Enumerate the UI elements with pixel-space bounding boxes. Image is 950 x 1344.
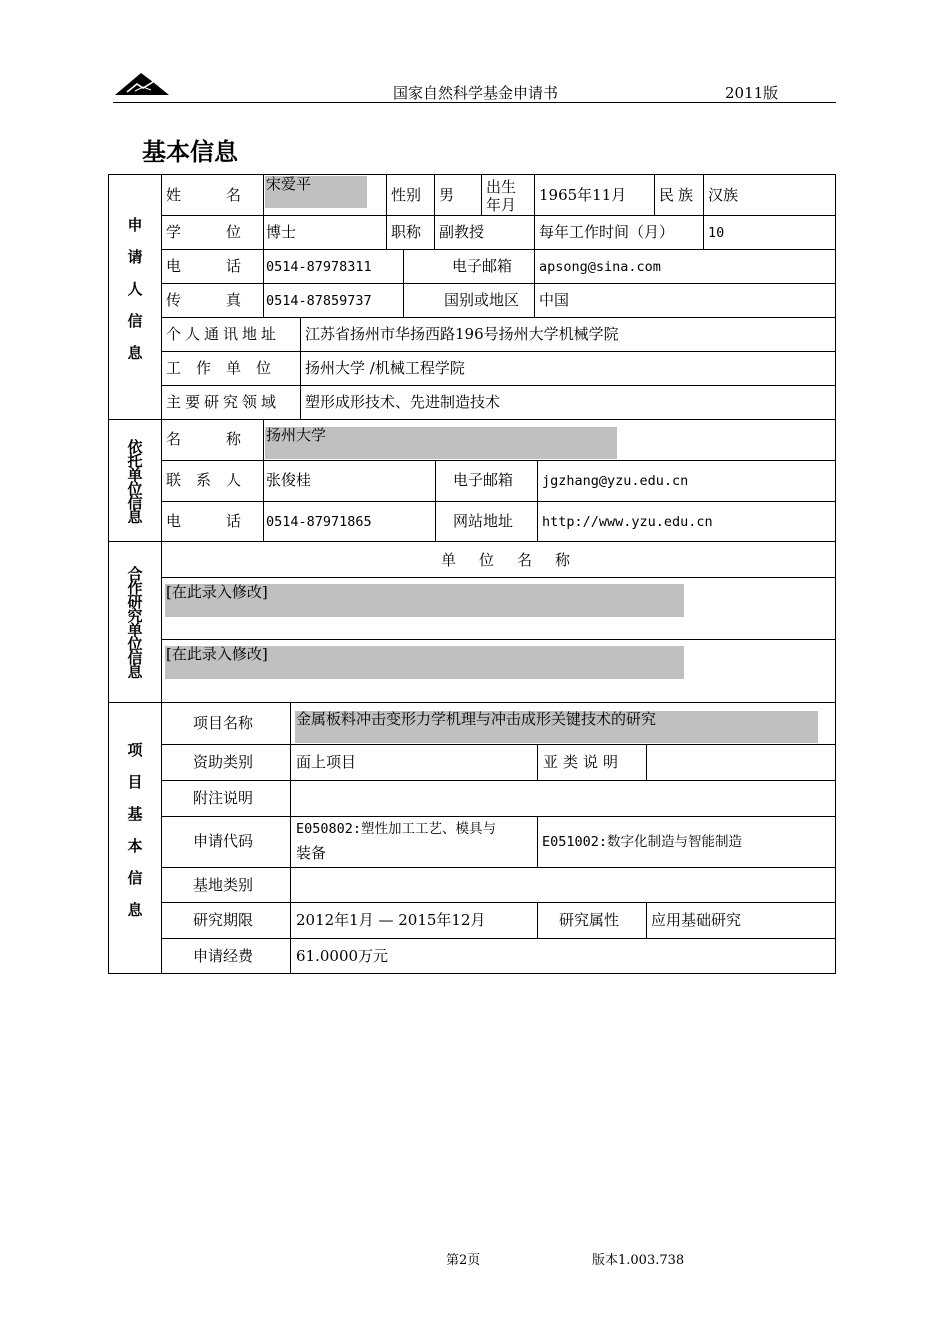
code1-line1[interactable]: E050802:塑性加工工艺、模具与 — [296, 821, 497, 837]
host-section-label — [109, 420, 161, 541]
budget-label: 申请经费 — [193, 947, 254, 965]
host-contact-field[interactable]: 张俊桂 — [266, 471, 312, 489]
title-label: 职称 — [391, 223, 422, 241]
host-phone-label: 电 话 — [166, 512, 242, 530]
applicant-name-field[interactable]: 宋爱平 — [266, 175, 312, 193]
note-label: 附注说明 — [193, 789, 254, 807]
title-field[interactable]: 副教授 — [439, 223, 485, 241]
field-field[interactable]: 塑形成形技术、先进制造技术 — [305, 393, 501, 411]
host-contact-label: 联 系 人 — [166, 471, 242, 489]
funding-label: 资助类别 — [193, 753, 254, 771]
host-website-label: 网站地址 — [453, 512, 514, 530]
gender-label: 性别 — [391, 186, 422, 204]
project-section-label — [109, 703, 161, 973]
cooperation-section-label-text: 合作研究单位信息 — [125, 566, 144, 678]
base-label: 基地类别 — [193, 876, 254, 894]
nsfc-logo-icon — [113, 70, 171, 98]
subcat-label: 亚类说明 — [543, 753, 624, 771]
coop-column-header: 单 位 名 称 — [441, 551, 575, 569]
ethnic-field[interactable]: 汉族 — [708, 186, 739, 204]
phone-label: 电 话 — [166, 257, 242, 275]
email-label: 电子邮箱 — [452, 257, 513, 275]
birth-label: 出生年月 — [486, 178, 517, 214]
project-name-label: 项目名称 — [193, 714, 254, 732]
cooperation-section-label — [109, 542, 161, 702]
unit-label: 工 作 单 位 — [166, 359, 272, 377]
degree-field[interactable]: 博士 — [266, 223, 297, 241]
applicant-section-label — [109, 175, 161, 419]
country-field[interactable]: 中国 — [539, 291, 570, 309]
field-label: 主要研究领域 — [166, 393, 281, 411]
attribute-field[interactable]: 应用基础研究 — [651, 911, 742, 929]
host-email-label: 电子邮箱 — [453, 471, 514, 489]
header-edition: 2011版 — [725, 84, 779, 102]
host-email-field[interactable]: jgzhang@yzu.edu.cn — [542, 473, 689, 489]
coop-entry-2[interactable]: [在此录入修改] — [166, 645, 268, 663]
email-field[interactable]: apsong@sina.com — [539, 259, 661, 275]
coop-entry-1[interactable]: [在此录入修改] — [166, 583, 268, 601]
project-section-label-text: 项目基本信息 — [125, 742, 144, 934]
name-label: 姓 名 — [166, 186, 242, 204]
country-label: 国别或地区 — [444, 291, 520, 309]
phone-field[interactable]: 0514-87978311 — [266, 259, 372, 275]
host-name-label: 名 称 — [166, 430, 242, 448]
birth-field[interactable]: 1965年11月 — [539, 186, 627, 204]
gender-field[interactable]: 男 — [439, 186, 455, 204]
period-label: 研究期限 — [193, 911, 254, 929]
fax-field[interactable]: 0514-87859737 — [266, 293, 372, 309]
period-field[interactable]: 2012年1月 — 2015年12月 — [296, 911, 486, 929]
funding-field[interactable]: 面上项目 — [296, 753, 357, 771]
work-time-label: 每年工作时间（月） — [539, 223, 675, 241]
page-title: 基本信息 — [142, 138, 238, 166]
code-label: 申请代码 — [193, 832, 254, 850]
work-time-field[interactable]: 10 — [708, 225, 725, 241]
fax-label: 传 真 — [166, 291, 242, 309]
address-label: 个人通讯地址 — [166, 325, 281, 343]
budget-field[interactable]: 61.0000万元 — [296, 947, 389, 965]
page-header — [113, 70, 836, 103]
basic-info-form — [108, 174, 836, 974]
header-title: 国家自然科学基金申请书 — [393, 84, 559, 102]
host-name-field[interactable]: 扬州大学 — [266, 426, 327, 444]
host-phone-field[interactable]: 0514-87971865 — [266, 514, 372, 530]
host-website-field[interactable]: http://www.yzu.edu.cn — [542, 514, 713, 530]
unit-field[interactable]: 扬州大学 /机械工程学院 — [305, 359, 465, 377]
host-section-label-text: 依托单位信息 — [125, 438, 144, 523]
attribute-label: 研究属性 — [559, 911, 620, 929]
applicant-section-label-text: 申请人信息 — [125, 217, 144, 377]
code2-field[interactable]: E051002:数字化制造与智能制造 — [542, 834, 743, 850]
ethnic-label: 民族 — [659, 186, 698, 204]
footer-page-number: 第2页 — [446, 1253, 481, 1268]
degree-label: 学 位 — [166, 223, 242, 241]
footer-version: 版本1.003.738 — [592, 1253, 685, 1268]
address-field[interactable]: 江苏省扬州市华扬西路196号扬州大学机械学院 — [305, 325, 619, 343]
project-name-field[interactable]: 金属板料冲击变形力学机理与冲击成形关键技术的研究 — [296, 710, 657, 728]
code1-line2[interactable]: 装备 — [296, 844, 327, 862]
